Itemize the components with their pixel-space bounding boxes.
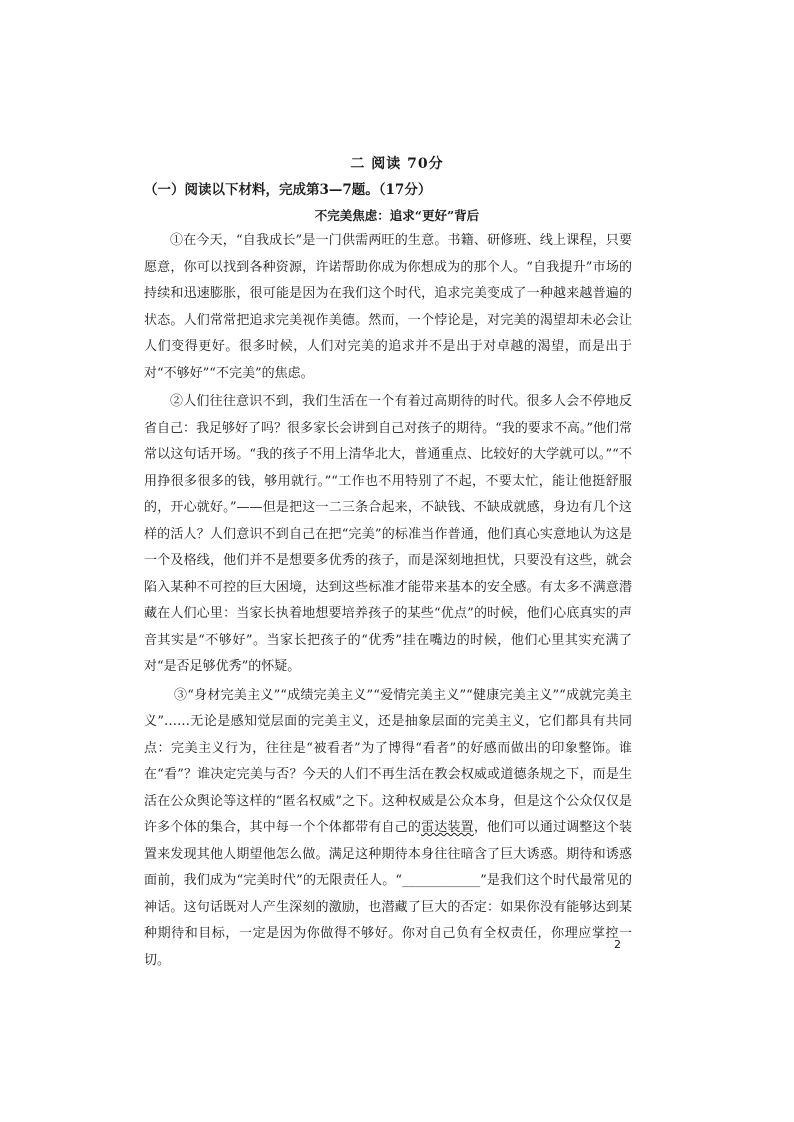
paragraph-3 [144, 683, 632, 975]
paragraph-3-part-2: ，他们可以通过调整这个装置来发现其他人期望他怎么做。满足这种期待本身往往暗含了巨大诱惑。期待和诱惑面前，我们成为“完美时代”的无限责任人。“____________”是我们这个时代最常见的神话。这句话既对人产生深刻的激励，也潜藏了巨大的否定：如果你没有能够达到某种期待和目标，一定是因为你做得不够好。你对自己负有全权责任，你理应掌控一切。 [144, 820, 632, 968]
section-title: 二 阅读 70分 [350, 156, 444, 172]
article-title: 不完美焦虑：追求“更好”背后 [314, 208, 480, 223]
radar-device-marked-text: 雷达装置 [421, 820, 474, 835]
article-body [144, 228, 632, 974]
paragraph-3-part-1: ③“身材完美主义”“成绩完美主义”“爱情完美主义”“健康完美主义”“成就完美主义”……无论是感知觉层面的完美主义，还是抽象层面的完美主义，它们都具有共同点：完美主义行为，往往是“被看者”为了博得“看者”的好感而做出的印象整饰。谁在“看”？谁决定完美与否？今天的人们不再生活在教会权威或道德条规之下，而是生活在公众舆论等这样的“匿名权威”之下。这种权威是公众本身，但是这个公众仅仅是许多个体的集合，其中每一个个体都带有自己的 [144, 687, 632, 835]
page-number: 2 [614, 938, 621, 951]
question-header: （一）阅读以下材料，完成第3—7题。（17分） [144, 182, 432, 198]
paragraph-1: ①在今天，“自我成长”是一门供需两旺的生意。书籍、研修班、线上课程，只要愿意，你可以找到各种资源，许诺帮助你成为你想成为的那个人。“自我提升”市场的持续和迅速膨胀，很可能是因为在我们这个时代，追求完美变成了一种越来越普遍的状态。人们常常把追求完美视作美德。然而，一个悖论是，对完美的渴望却未必会让人们变得更好。很多时候，人们对完美的追求并不是出于对卓越的渴望，而是出于对“不够好”“不完美”的焦虑。 [144, 233, 632, 381]
paragraph-2: ②人们往往意识不到，我们生活在一个有着过高期待的时代。很多人会不停地反省自己：我足够好了吗？很多家长会讲到自己对孩子的期待。“我的要求不高。”他们常常以这句话开场。“我的孩子不用上清华北大，普通重点、比较好的大学就可以。”“不用挣很多很多的钱，够用就行。”“工作也不用特别了不起，不要太忙，能让他挺舒服的，开心就好。”——但是把这一二三条合起来，不缺钱、不缺成就感，身边有几个这样的活人？人们意识不到自己在把“完美”的标准当作普通，他们真心实意地认为这是一个及格线，他们并不是想要多优秀的孩子，而是深刻地担忧，只要没有这些，就会陷入某种不可控的巨大困境，达到这些标准才能带来基本的安全感。有太多不满意潜藏在人们心里：当家长执着地想要培养孩子的某些“优点”的时候，他们心底真实的声音其实是“不够好”。当家长把孩子的“优秀”挂在嘴边的时候，他们心里其实充满了对“是否足够优秀”的怀疑。 [144, 394, 632, 674]
